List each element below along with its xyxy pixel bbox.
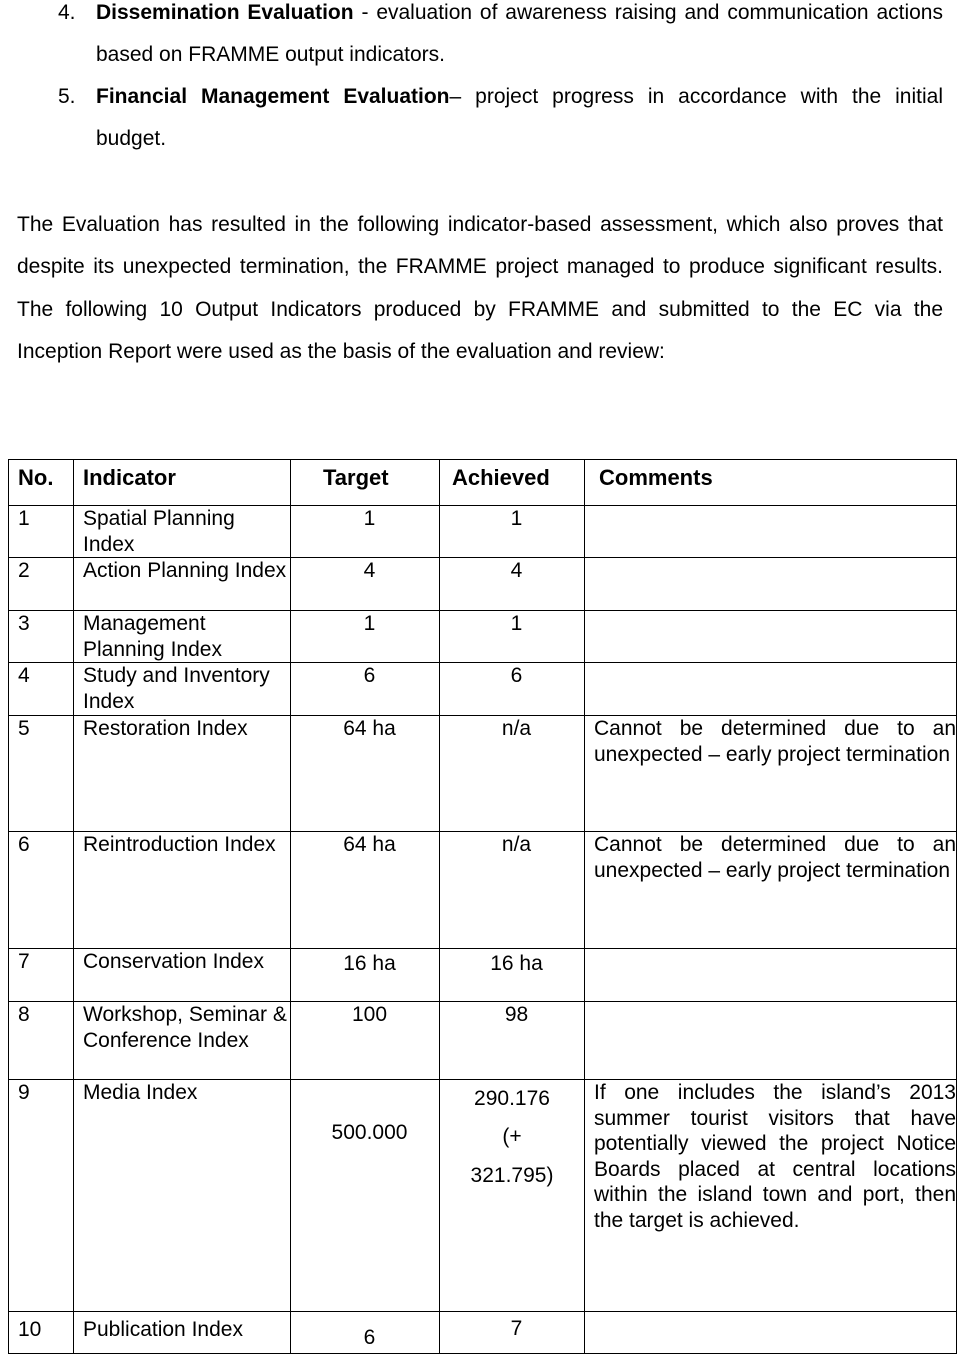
body-paragraph: The Evaluation has resulted in the following indicator-based assessment, which also proves that despite its unexpected termination, the FRAMME project managed to produce significant results. The following 10 Output Indicators produced by FRAMME and submitted to the EC via the Inception Report were used as the basis of the evaluation and review: (17, 213, 943, 363)
header-indicator: Indicator (74, 460, 291, 506)
target-value: 500.000 (291, 1080, 440, 1312)
target-value: 16 ha (291, 949, 440, 1002)
indicator-name: Reintroduction Index (74, 832, 291, 949)
comment-cell (585, 1002, 957, 1080)
list-text (96, 76, 943, 160)
achieved-value: 16 ha (440, 949, 585, 1002)
header-achieved: Achieved (440, 460, 585, 506)
comment-cell (585, 663, 957, 716)
target-value: 4 (291, 558, 440, 611)
table-row (9, 558, 957, 611)
target-value: 6 (291, 1312, 440, 1354)
achieved-value: 98 (440, 1002, 585, 1080)
row-number: 6 (9, 832, 74, 949)
table-row (9, 949, 957, 1002)
list-description: – project progress in accordance with the initial budget. (96, 85, 943, 150)
comment-cell: Cannot be determined due to an unexpected – early project termination (585, 832, 957, 949)
comment-cell (585, 611, 957, 663)
row-number: 8 (9, 1002, 74, 1080)
table-header-row (9, 460, 957, 506)
list-number: 5. (58, 85, 76, 108)
comment-cell (585, 506, 957, 558)
achieved-value: n/a (440, 832, 585, 949)
table-row (9, 663, 957, 716)
table-row (9, 1002, 957, 1080)
row-number: 1 (9, 506, 74, 558)
row-number: 3 (9, 611, 74, 663)
comment-cell (585, 1312, 957, 1354)
indicator-name: Publication Index (74, 1312, 291, 1354)
table-row (9, 1312, 957, 1354)
row-number: 9 (9, 1080, 74, 1312)
achieved-value: 290.176 (+ 321.795) (440, 1080, 585, 1312)
indicator-name: Media Index (74, 1080, 291, 1312)
comment-cell: If one includes the island’s 2013 summer tourist visitors that have potentially viewed the project Notice Boards placed at central locations within the island town and port, then the target is achieved. (585, 1080, 957, 1312)
indicator-name: Workshop, Seminar & Conference Index (74, 1002, 291, 1080)
table-row (9, 716, 957, 832)
target-value: 1 (291, 611, 440, 663)
target-value: 6 (291, 663, 440, 716)
achieved-value: n/a (440, 716, 585, 832)
achieved-value: 6 (440, 663, 585, 716)
table-row (9, 611, 957, 663)
row-number: 7 (9, 949, 74, 1002)
header-target: Target (291, 460, 440, 506)
header-comments: Comments (585, 460, 957, 506)
list-text (96, 0, 943, 76)
header-no: No. (9, 460, 74, 506)
row-number: 10 (9, 1312, 74, 1354)
row-number: 4 (9, 663, 74, 716)
table-row (9, 506, 957, 558)
list-description: - evaluation of awareness raising and communication actions based on FRAMME output indicators. (96, 1, 943, 66)
list-title: Dissemination Evaluation (96, 1, 354, 24)
indicator-name: Conservation Index (74, 949, 291, 1002)
indicator-name: Spatial Planning Index (74, 506, 291, 558)
indicator-name: Management Planning Index (74, 611, 291, 663)
indicator-name: Restoration Index (74, 716, 291, 832)
achieved-value: 7 (440, 1312, 585, 1354)
target-value: 100 (291, 1002, 440, 1080)
achieved-value: 4 (440, 558, 585, 611)
comment-cell (585, 949, 957, 1002)
indicator-table (8, 459, 957, 1354)
row-number: 2 (9, 558, 74, 611)
achieved-value: 1 (440, 506, 585, 558)
target-value: 64 ha (291, 832, 440, 949)
comment-cell: Cannot be determined due to an unexpected – early project termination (585, 716, 957, 832)
row-number: 5 (9, 716, 74, 832)
list-number: 4. (58, 1, 76, 24)
indicator-name: Study and Inventory Index (74, 663, 291, 716)
table-row (9, 1080, 957, 1312)
target-value: 64 ha (291, 716, 440, 832)
achieved-value: 1 (440, 611, 585, 663)
indicator-name: Action Planning Index (74, 558, 291, 611)
list-title: Financial Management Evaluation (96, 85, 450, 108)
table-row (9, 832, 957, 949)
target-value: 1 (291, 506, 440, 558)
comment-cell (585, 558, 957, 611)
